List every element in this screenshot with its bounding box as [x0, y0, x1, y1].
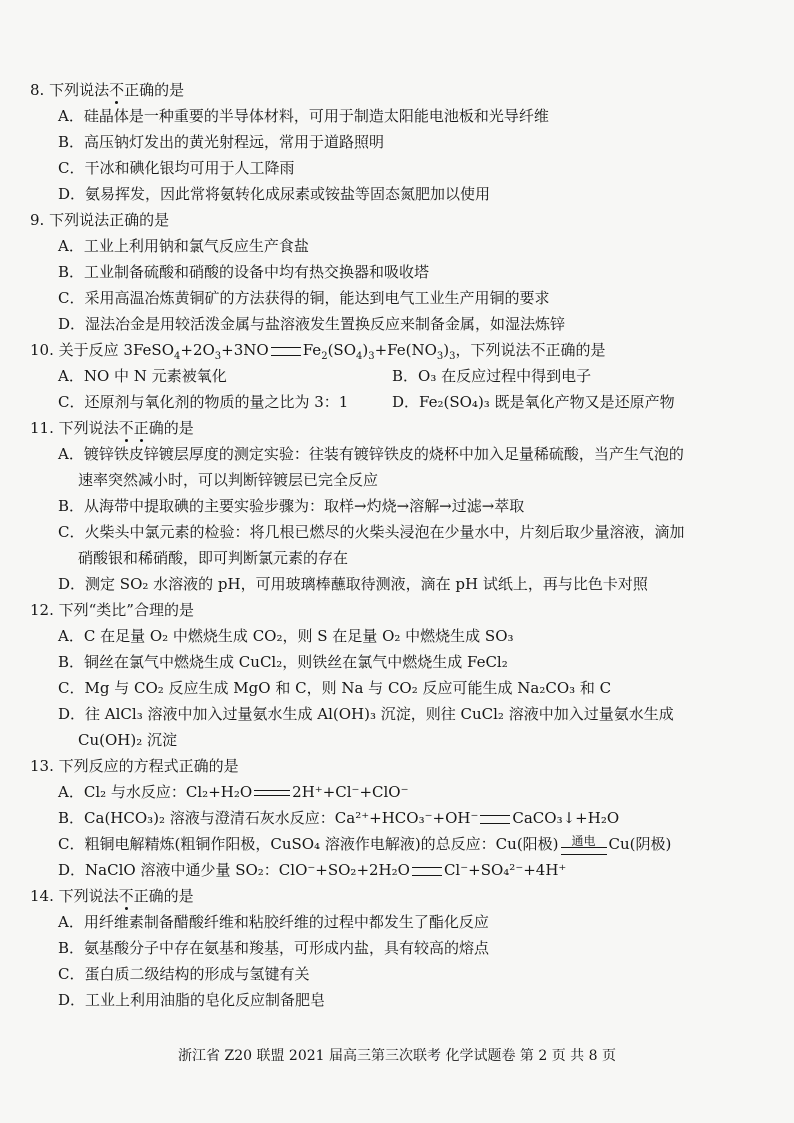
emphasis-mark: 不 — [118, 887, 134, 905]
option-13c: C．粗铜电解精炼(粗铜作阳极，CuSO₄ 溶液作电解液)的总反应：Cu(阳极) 通电 Cu(阴极) — [58, 834, 672, 853]
option-9b: B．工业制备硫酸和硝酸的设备中均有热交换器和吸收塔 — [58, 263, 430, 281]
question-number: 9. — [30, 211, 45, 229]
option-12d-continued: Cu(OH)₂ 沉淀 — [78, 731, 178, 749]
question-13-stem: 13. 下列反应的方程式正确的是 — [30, 757, 239, 775]
option-11d: D．测定 SO₂ 水溶液的 pH，可用玻璃棒蘸取待测液，滴在 pH 试纸上，再与比色卡对照 — [58, 575, 648, 593]
option-10d: D．Fe₂(SO₄)₃ 既是氧化产物又是还原产物 — [392, 393, 675, 411]
option-8d: D．氨易挥发，因此常将氨转化成尿素或铵盐等固态氮肥加以使用 — [58, 185, 491, 203]
option-13a: A．Cl₂ 与水反应：Cl₂+H₂O 2H⁺+Cl⁻+ClO⁻ — [58, 783, 409, 801]
option-9a: A．工业上利用钠和氯气反应生产食盐 — [58, 237, 309, 255]
question-number: 12. — [30, 601, 54, 619]
option-12a: A．C 在足量 O₂ 中燃烧生成 CO₂，则 S 在足量 O₂ 中燃烧生成 SO₃ — [58, 627, 514, 645]
option-10a: A．NO 中 N 元素被氧化 — [58, 367, 227, 385]
option-11c: C．火柴头中氯元素的检验：将几根已燃尽的火柴头浸泡在少量水中，片刻后取少量溶液，滴加 — [58, 523, 685, 541]
reaction-condition: 通电 — [561, 835, 607, 855]
option-13b: B．Ca(HCO₃)₂ 溶液与澄清石灰水反应：Ca²⁺+HCO₃⁻+OH⁻ CaCO₃↓+H₂O — [58, 809, 620, 827]
question-number: 11. — [30, 419, 54, 437]
option-8b: B．高压钠灯发出的黄光射程远，常用于道路照明 — [58, 133, 385, 151]
question-10-stem: 10. 关于反应 $3FeSO_4+2O_3+3NO$ $Fe_2(SO_4)_3+Fe(NO_3)_3$，下列说法不正确的是 — [30, 341, 606, 362]
equals-sign-icon — [480, 815, 510, 824]
option-14c: C．蛋白质二级结构的形成与氢键有关 — [58, 965, 310, 983]
page-footer: 浙江省 Z20 联盟 2021 届高三第三次联考 化学试题卷 第 2 页 共 8 页 — [178, 1048, 616, 1064]
equals-sign-icon — [412, 867, 442, 876]
reversible-arrow-icon — [254, 788, 290, 798]
question-9-stem: 9. 下列说法正确的是 — [30, 211, 170, 229]
option-14a: A．用纤维素制备醋酸纤维和粘胶纤维的过程中都发生了酯化反应 — [58, 913, 489, 931]
option-12d: D．往 AlCl₃ 溶液中加入过量氨水生成 Al(OH)₃ 沉淀，则往 CuCl₂ 溶液中加入过量氨水生成 — [58, 705, 674, 723]
option-12b: B．铜丝在氯气中燃烧生成 CuCl₂，则铁丝在氯气中燃烧生成 FeCl₂ — [58, 653, 508, 671]
option-14b: B．氨基酸分子中存在氨基和羧基，可形成内盐，具有较高的熔点 — [58, 939, 490, 957]
option-13d: D．NaClO 溶液中通少量 SO₂：ClO⁻+SO₂+2H₂O Cl⁻+SO₄²⁻+4H⁺ — [58, 861, 567, 879]
option-9d: D．湿法冶金是用较活泼金属与盐溶液发生置换反应来制备金属，如湿法炼锌 — [58, 315, 566, 333]
option-9c: C．采用高温冶炼黄铜矿的方法获得的铜，能达到电气工业生产用铜的要求 — [58, 289, 550, 307]
question-11-stem: 11. 下列说法不正确的是 — [30, 419, 194, 437]
option-8c: C．干冰和碘化银均可用于人工降雨 — [58, 159, 295, 177]
question-number: 13. — [30, 757, 54, 775]
option-12c: C．Mg 与 CO₂ 反应生成 MgO 和 C，则 Na 与 CO₂ 反应可能生成 Na₂CO₃ 和 C — [58, 679, 612, 697]
option-11a-continued: 速率突然减小时，可以判断锌镀层已完全反应 — [78, 471, 379, 489]
question-12-stem: 12. 下列“类比”合理的是 — [30, 601, 194, 619]
emphasis-mark: 正 — [133, 419, 149, 437]
emphasis-mark: 不 — [118, 419, 134, 437]
question-14-stem: 14. 下列说法不正确的是 — [30, 887, 194, 905]
option-11a: A．镀锌铁皮锌镀层厚度的测定实验：往装有镀锌铁皮的烧杯中加入足量稀硫酸，当产生气泡的 — [58, 445, 684, 463]
question-number: 10. — [30, 341, 54, 359]
option-10c: C．还原剂与氧化剂的物质的量之比为 3：1 — [58, 393, 349, 411]
equals-sign-icon — [271, 347, 301, 356]
question-number: 14. — [30, 887, 54, 905]
option-10b: B．O₃ 在反应过程中得到电子 — [392, 367, 592, 385]
question-8-stem: 8. 下列说法不正确的是 — [30, 81, 185, 99]
option-14d: D．工业上利用油脂的皂化反应制备肥皂 — [58, 991, 326, 1009]
option-11c-continued: 硝酸银和稀硝酸，即可判断氯元素的存在 — [78, 549, 349, 567]
option-8a: A．硅晶体是一种重要的半导体材料，可用于制造太阳能电池板和光导纤维 — [58, 107, 549, 125]
emphasis-mark: 不 — [109, 81, 125, 99]
question-number: 8. — [30, 81, 45, 99]
option-11b: B．从海带中提取碘的主要实验步骤为：取样→灼烧→溶解→过滤→萃取 — [58, 497, 525, 515]
